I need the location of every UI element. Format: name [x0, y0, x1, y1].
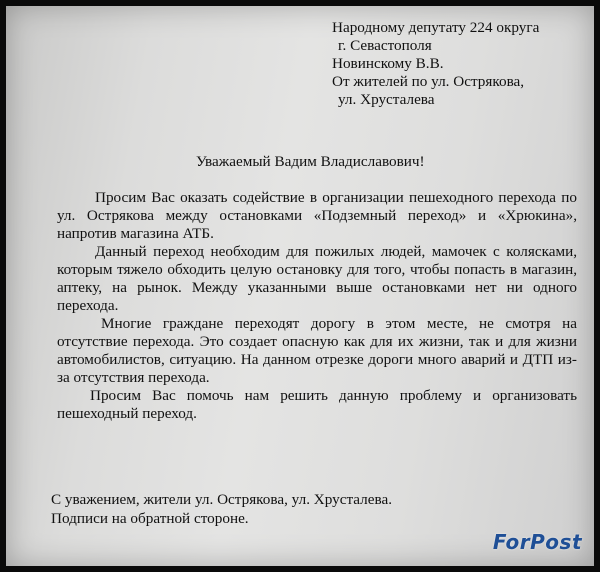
salutation: Уважаемый Вадим Владиславович! [196, 153, 425, 170]
addressee-line: От жителей по ул. Острякова, [332, 73, 525, 90]
letter-page [6, 6, 594, 566]
addressee-line: ул. Хрусталева [338, 91, 435, 108]
body-paragraph: Данный переход необходим для пожилых людей, мамочек с колясками, которым тяжело обходить целую остановку для того, чтобы попасть в магазин, аптеку, на рынок. Между указанными выше остановками нет ни одного перехода. [57, 243, 577, 314]
forpost-watermark: ForPost [492, 530, 582, 554]
addressee-line: Народному депутату 224 округа [332, 19, 540, 36]
body-paragraph: Просим Вас оказать содействие в организации пешеходного перехода по ул. Острякова между остановками «Подземный переход» и «Хрюкина», напротив магазина АТБ. [57, 189, 577, 242]
signoff-line: С уважением, жители ул. Острякова, ул. Хрусталева. [51, 491, 393, 508]
body-paragraph: Просим Вас помочь нам решить данную проблему и организовать пешеходный переход. [57, 387, 577, 422]
addressee-block [332, 19, 539, 109]
signoff-block [51, 490, 392, 528]
body-paragraph: Многие граждане переходят дорогу в этом месте, не смотря на отсутствие перехода. Это создает опасную как для их жизни, так и для жизни автомобилистов, ситуацию. На данном отрезке дороги много аварий и ДТП из-за отсутствия перехода. [57, 315, 577, 386]
addressee-line: Новинскому В.В. [332, 55, 444, 72]
letter-body [57, 189, 577, 423]
addressee-line: г. Севастополя [338, 37, 432, 54]
signature-note: Подписи на обратной стороне. [51, 510, 249, 527]
